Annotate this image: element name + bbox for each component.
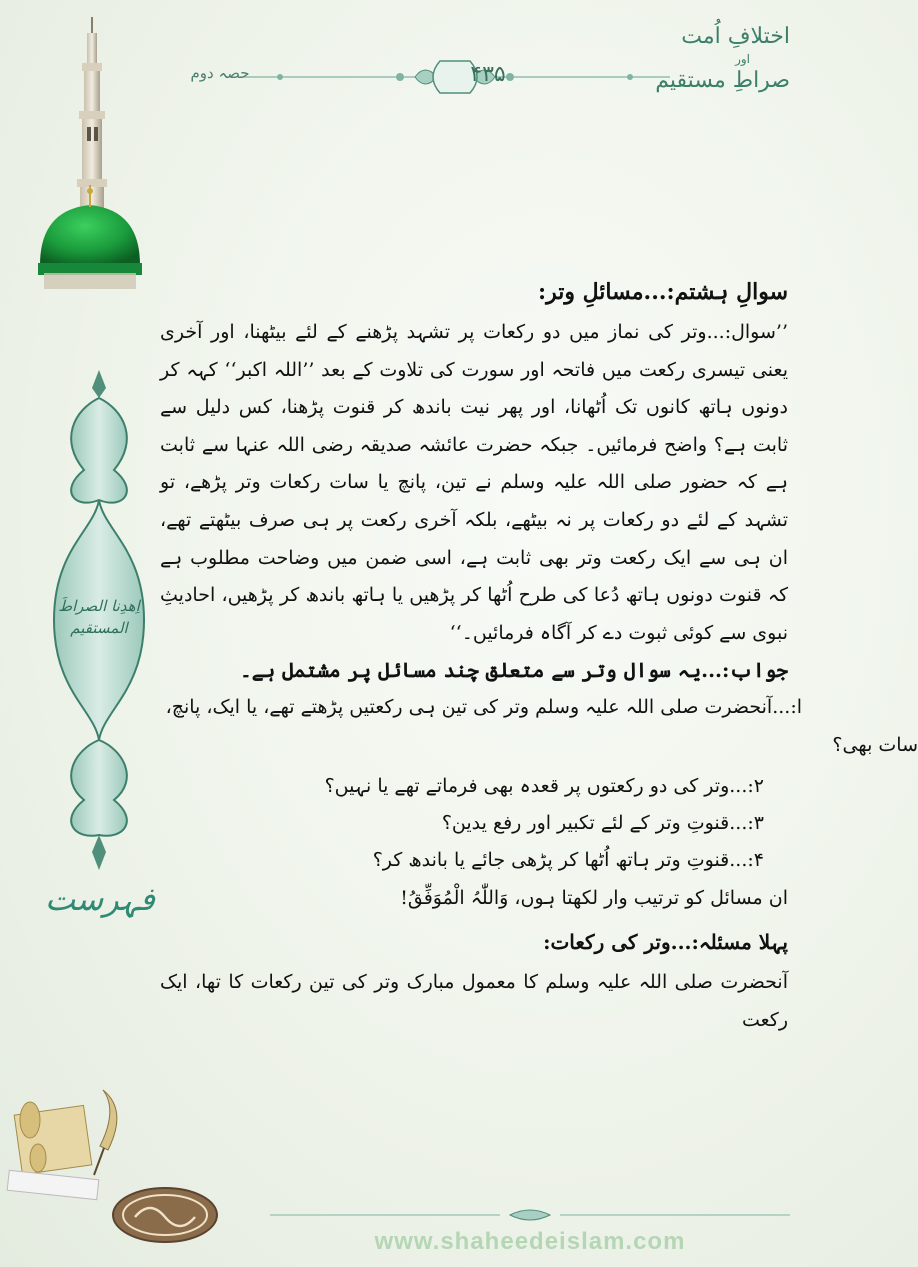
question-item-1-continued: سات بھی؟: [832, 734, 918, 757]
page-number: ۴۳۵: [470, 62, 506, 87]
first-issue-heading: پہلا مسئلہ:...وتر کی رکعات:: [543, 930, 788, 955]
medallion-text: اِھدِنا الصراطَ المستقیم: [58, 597, 140, 637]
closing-line: ان مسائل کو ترتیب وار لکھتا ہوں، وَاللّٰہُ الْمُوَفِّقُ!: [400, 887, 788, 910]
question-item-4: ۴:...قنوتِ وتر ہاتھ اُٹھا کر پڑھی جائے یا باندھ کر؟: [372, 849, 764, 872]
section-heading: سوالِ ہشتم:...مسائلِ وتر:: [537, 279, 788, 305]
footer-ornament: [270, 1205, 790, 1225]
book-title-and: اور: [735, 52, 750, 66]
answer-heading: جواب:...یہ سوال وتر سے متعلق چند مسائل پر مشتمل ہے۔: [240, 658, 788, 683]
question-item-3: ۳:...قنوتِ وتر کے لئے تکبیر اور رفع یدین؟: [441, 812, 764, 835]
author-seal-icon: [110, 1185, 220, 1245]
book-title-line1: اختلافِ اُمت: [681, 24, 790, 49]
scroll-quill-icon: [8, 1080, 138, 1200]
first-issue-line: آنحضرت صلی اللہ علیہ وسلم کا معمول مبارک وتر کی تین رکعات کا تھا، ایک رکعت: [160, 971, 788, 1032]
green-dome-minaret-illustration: [20, 15, 160, 295]
question-item-1: ا:...آنحضرت صلی اللہ علیہ وسلم وتر کی تین ہی رکعتیں پڑھتے تھے، یا ایک، پانچ،: [165, 696, 802, 719]
part-label: حصہ دوم: [190, 64, 250, 82]
question-item-2: ۲:...وتر کی دو رکعتوں پر قعدہ بھی فرماتے تھے یا نہیں؟: [324, 775, 764, 798]
contents-link[interactable]: فہرست: [45, 880, 155, 918]
main-content: [160, 270, 918, 1039]
website-url[interactable]: www.shaheedeislam.com: [374, 1228, 686, 1255]
question-paragraph: ’’سوال:...وتر کی نماز میں دو رکعات پر تشہد پڑھنے کے لئے بیٹھنا، اور آخری یعنی تیسری رکعت میں فاتحہ اور سورت کی تلاوت کے بعد ’’اللہ اکبر‘‘ کہہ کر دونوں ہاتھ کانوں تک اُٹھانا، اور پھر نیت باندھ کر قنوت پڑھنا، کس دلیل سے ثابت ہے؟ واضح فرمائیں۔ جبکہ حضرت عائشہ صدیقہ رضی اللہ عنہا سے ثابت ہے کہ حضور صلی اللہ علیہ وسلم نے تین، پانچ یا سات رکعات وتر پڑھے، تو تشہد کے لئے دو رکعات پر نہ بیٹھے، بلکہ آخری رکعت پر ہی صرف بیٹھتے تھے، ان ہی سے ایک رکعت وتر بھی ثابت ہے، اسی ضمن میں وضاحت مطلوب ہے کہ قنوت دونوں ہاتھ دُعا کی طرح اُٹھا کر پڑھیں یا ہاتھ باندھ کر پڑھیں، احادیثِ نبوی سے کوئی ثبوت دے کر آگاہ فرمائیں۔‘‘: [160, 321, 788, 644]
book-title-line2: صراطِ مستقیم: [655, 68, 790, 93]
